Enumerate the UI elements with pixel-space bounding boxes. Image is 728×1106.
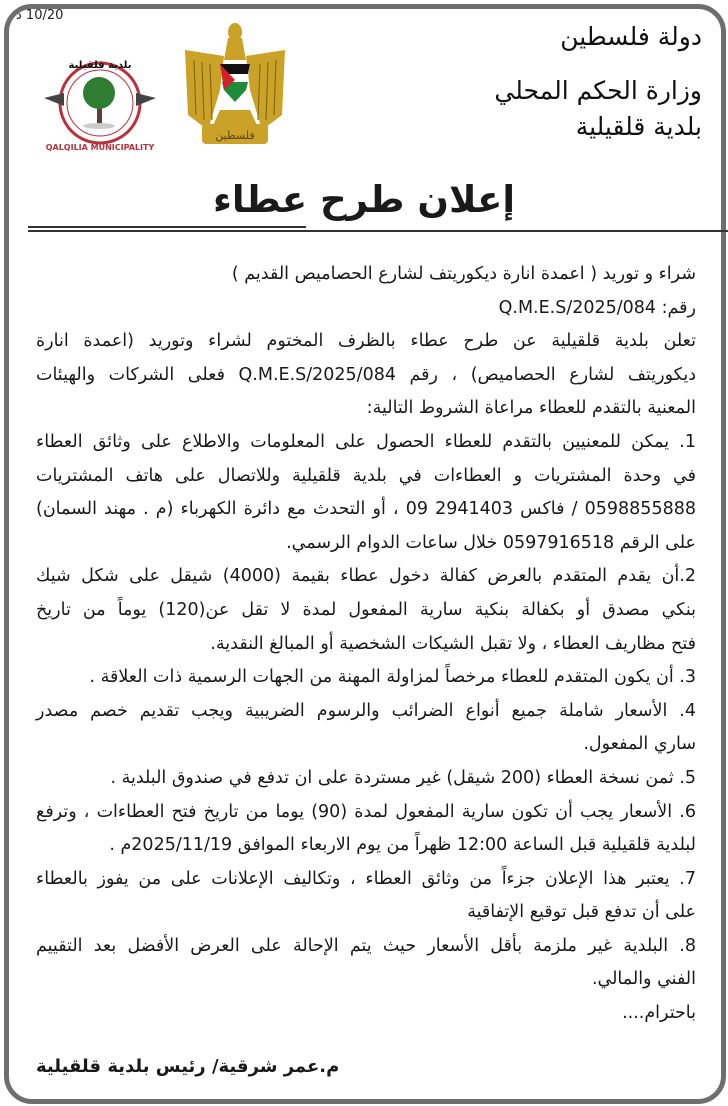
body-line: 1. يمكن للمعنيين بالتقدم للعطاء الحصول على المعلومات والاطلاع على وثائق العطاء: [36, 431, 696, 452]
body-line: الفني والمالي.: [591, 969, 696, 990]
body-line: 4. الأسعار شاملة جميع أنواع الضرائب والرسوم الضريبية ويجب تقديم خصم مصدر: [36, 700, 696, 721]
body-line: فتح مظاريف العطاء ، ولا تقبل الشيكات الشخصية أو المبالغ النقدية.: [210, 633, 696, 654]
header-divider: [28, 230, 728, 232]
body-line: رقم: Q.M.E.S/2025/084: [498, 297, 696, 318]
palestine-eagle-emblem: [180, 20, 290, 150]
body-line: المعنية بالتقدم للعطاء مراعاة الشروط التالية:: [366, 398, 696, 419]
logo-arabic-text: بلدية قلقيلية: [68, 60, 132, 71]
header-state: دولة فلسطين: [560, 22, 702, 51]
emblem-text: فلسطين: [215, 129, 255, 142]
page-title: إعلان طرح عطاء: [212, 178, 516, 221]
body-line: 7. يعتبر هذا الإعلان جزءاً من وثائق العطاء ، وتكاليف الإعلانات على من يفوز بالعطاء: [36, 868, 696, 889]
body-line: ساري المفعول.: [583, 734, 696, 755]
body-line: 6. الأسعار يجب أن تكون سارية المفعول لمدة (90) يوما من تاريخ فتح العطاءات ، وترفع: [36, 801, 696, 822]
body-line: بنكي مصدق أو بكفالة بنكية سارية المفعول لمدة لا تقل عن(120) يوماً من تاريخ: [36, 599, 697, 620]
body-line: في وحدة المشتريات و العطاءات في بلدية قلقيلية وللاتصال على هاتف المشتريات: [36, 465, 696, 486]
announcement-body: [36, 258, 696, 1031]
body-line: 3. أن يكون المتقدم للعطاء مرخصاً لمزاولة المهنة من الجهات الرسمية ذات العلاقة .: [89, 667, 696, 688]
header-municipality: بلدية قلقيلية: [575, 112, 702, 141]
header-ministry: وزارة الحكم المحلي: [494, 76, 702, 105]
body-line: لبلدية قلقيلية قبل الساعة 12:00 ظهراً من يوم الاربعاء الموافق 2025/11/19م .: [109, 835, 696, 856]
body-line: 5. ثمن نسخة العطاء (200 شيقل) غير مستردة على ان تدفع في صندوق البلدية .: [110, 767, 696, 788]
qalqilia-municipality-logo: [42, 48, 162, 158]
signature: م.عمر شرقية/ رئيس بلدية قلقيلية: [36, 1056, 340, 1077]
logo-english-text: QALQILIA MUNICIPALITY: [45, 143, 155, 152]
body-line: شراء و توريد ( اعمدة انارة ديكوريتف لشارع الحصاميص القديم ): [231, 264, 696, 284]
body-line: باحترام....: [622, 1003, 696, 1024]
body-line: 0598855888 / فاكس 2941403 09 ، أو التحدث مع دائرة الكهرباء (م . مهند السمان): [36, 499, 696, 520]
body-line: 8. البلدية غير ملزمة بأقل الأسعار حيث يتم الإحالة على العرض الأفضل بعد التقييم: [36, 935, 696, 956]
body-line: 2.أن يقدم المتقدم بالعرض كفالة دخول عطاء بقيمة (4000) شيقل على شكل شيك: [36, 566, 696, 587]
body-line: على أن تدفع قبل توقيع الإتفاقية: [467, 902, 696, 923]
page-number: 10/20 د: [16, 8, 64, 23]
body-line: تعلن بلدية قلقيلية عن طرح عطاء بالظرف المختوم لشراء وتوريد (اعمدة انارة: [36, 331, 696, 352]
body-line: ديكوريتف لشارع الحصاميص) ، رقم Q.M.E.S/2025/084 فعلى الشركات والهيئات: [36, 364, 696, 385]
body-line: على الرقم 0597916518 خلال ساعات الدوام الرسمي.: [286, 532, 696, 553]
